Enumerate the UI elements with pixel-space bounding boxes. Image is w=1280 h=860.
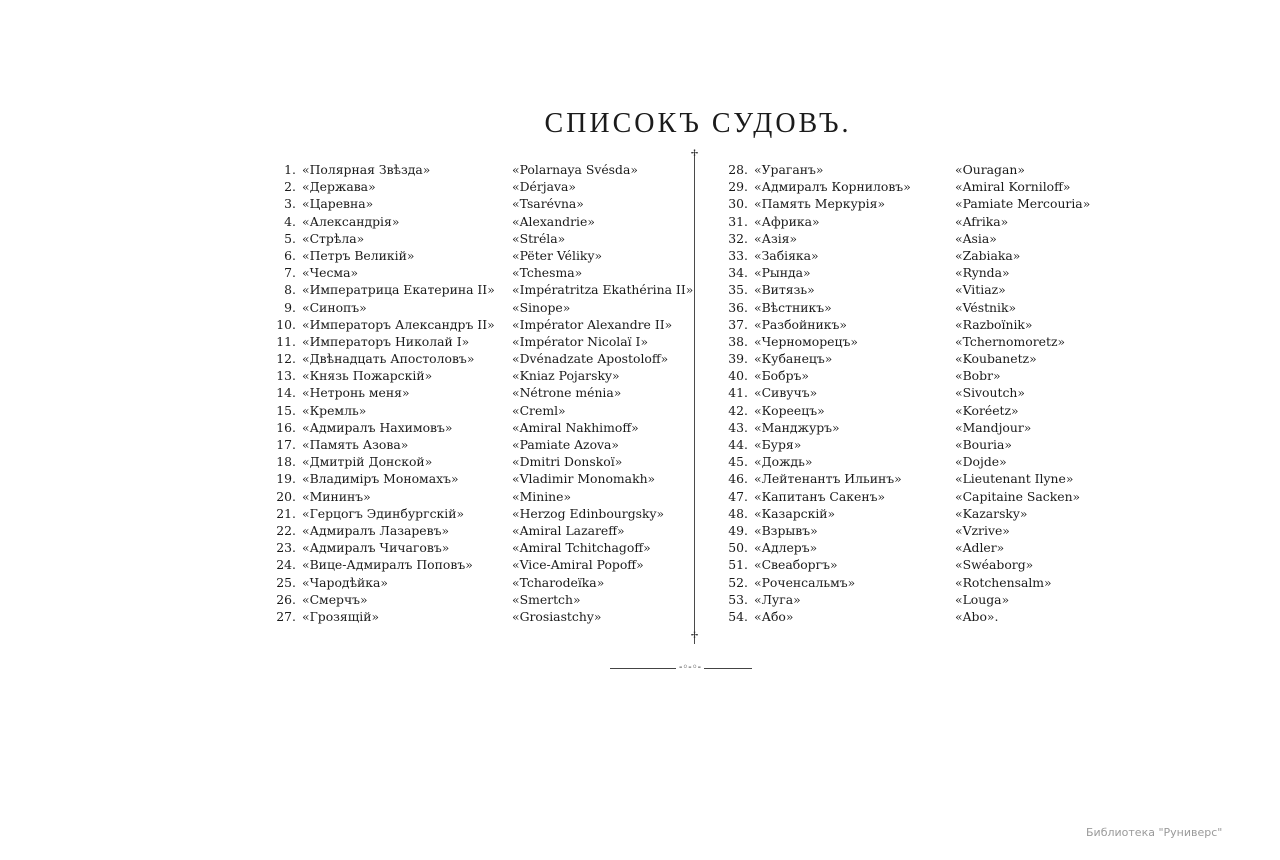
ship-name-russian: «Рында» xyxy=(754,265,811,281)
ship-entry xyxy=(266,281,495,298)
ship-number: 23. xyxy=(276,540,296,556)
ship-entry xyxy=(512,195,693,212)
ship-number: 24. xyxy=(276,557,296,573)
ship-entry xyxy=(955,402,1090,419)
ship-entry xyxy=(955,436,1090,453)
ship-entry xyxy=(955,195,1090,212)
ship-entry xyxy=(512,333,693,350)
ship-entry xyxy=(718,419,911,436)
ship-number: 32. xyxy=(728,230,748,246)
ship-entry xyxy=(266,419,495,436)
ship-name-russian: «Адмиралъ Лазаревъ» xyxy=(302,522,450,538)
ship-entry xyxy=(266,230,495,247)
ship-name-french: «Vladimir Monomakh» xyxy=(512,471,656,487)
ship-entry xyxy=(718,522,911,539)
ship-number: 22. xyxy=(276,522,296,538)
ship-number: 1. xyxy=(284,162,296,177)
ship-name-french: «Lieutenant Ilyne» xyxy=(955,471,1074,487)
ship-name-french: «Impératritza Ekathérina II» xyxy=(512,282,694,298)
ship-entry xyxy=(955,419,1090,436)
ship-entry xyxy=(512,213,693,230)
ship-name-russian: «Лейтенантъ Ильинъ» xyxy=(754,471,902,487)
ship-name-french: «Koubanetz» xyxy=(955,351,1037,367)
ship-entry xyxy=(955,591,1090,608)
ship-number: 30. xyxy=(728,196,748,212)
ship-number: 39. xyxy=(728,351,748,367)
ship-entry xyxy=(955,299,1090,316)
ship-entry xyxy=(718,470,911,487)
ship-list-left-french xyxy=(512,161,693,625)
ship-name-russian: «Кубанецъ» xyxy=(754,351,833,367)
ship-entry xyxy=(955,161,1090,178)
ship-name-french: «Minine» xyxy=(512,488,572,504)
ship-entry xyxy=(955,230,1090,247)
ship-name-russian: «Дмитрій Донской» xyxy=(302,454,433,470)
ship-name-french: «Koréetz» xyxy=(955,402,1019,418)
ornament-center: -◦-◦- xyxy=(679,662,701,673)
ship-entry xyxy=(955,522,1090,539)
ship-list-right-russian xyxy=(718,161,911,625)
ship-name-russian: «Императоръ Александръ II» xyxy=(302,316,495,332)
ship-entry xyxy=(512,436,693,453)
ship-name-french: «Sinope» xyxy=(512,299,571,315)
ship-list-right-french xyxy=(955,161,1090,625)
ornament-line-right xyxy=(704,668,752,669)
ship-entry xyxy=(512,299,693,316)
ship-entry xyxy=(512,539,693,556)
ship-entry xyxy=(718,488,911,505)
ship-number: 47. xyxy=(728,488,748,504)
ship-entry xyxy=(718,247,911,264)
ship-name-russian: «Роченсальмъ» xyxy=(754,574,856,590)
ship-name-russian: «Владиміръ Мономахъ» xyxy=(302,471,459,487)
ship-number: 7. xyxy=(284,265,296,281)
ship-entry xyxy=(955,350,1090,367)
ship-name-french: «Véstnik» xyxy=(955,299,1017,315)
ship-name-russian: «Стрѣла» xyxy=(302,230,365,246)
ship-name-russian: «Буря» xyxy=(754,437,802,452)
ship-number: 41. xyxy=(728,385,748,401)
ship-list-left-russian xyxy=(266,161,495,625)
ship-entry xyxy=(718,453,911,470)
ship-name-russian: «Смерчъ» xyxy=(302,591,368,607)
ship-entry xyxy=(266,488,495,505)
ship-entry xyxy=(512,384,693,401)
ship-number: 43. xyxy=(728,419,748,435)
ship-number: 14. xyxy=(276,385,296,401)
ship-entry xyxy=(955,384,1090,401)
ship-number: 27. xyxy=(276,608,296,624)
ship-entry xyxy=(266,608,495,625)
ship-name-russian: «Луга» xyxy=(754,591,801,607)
ship-name-french: «Kniaz Pojarsky» xyxy=(512,368,620,384)
ship-name-russian: «Ураганъ» xyxy=(754,162,824,177)
ship-entry xyxy=(512,608,693,625)
ship-name-russian: «Чесма» xyxy=(302,265,359,281)
ship-number: 16. xyxy=(276,419,296,435)
ship-name-french: «Tsarévna» xyxy=(512,196,584,212)
ship-number: 51. xyxy=(728,557,748,573)
ship-number: 12. xyxy=(276,351,296,367)
ship-entry xyxy=(266,574,495,591)
ship-name-french: «Amiral Tchitchagoff» xyxy=(512,540,651,556)
ship-number: 9. xyxy=(284,299,296,315)
ship-number: 42. xyxy=(728,402,748,418)
ship-number: 52. xyxy=(728,574,748,590)
ship-name-french: «Alexandrie» xyxy=(512,213,595,229)
ship-entry xyxy=(718,350,911,367)
ship-name-french: «Tchernomoretz» xyxy=(955,333,1066,349)
ship-entry xyxy=(955,505,1090,522)
ship-entry xyxy=(718,316,911,333)
ship-entry xyxy=(512,178,693,195)
ship-number: 44. xyxy=(728,437,748,452)
ship-name-russian: «Дождь» xyxy=(754,454,813,470)
ship-name-french: «Kazarsky» xyxy=(955,505,1028,521)
ship-name-russian: «Взрывъ» xyxy=(754,522,818,538)
ship-name-french: «Impérator Nicolaï I» xyxy=(512,333,649,349)
ship-name-french: «Herzog Edinbourgsky» xyxy=(512,505,665,521)
ship-number: 48. xyxy=(728,505,748,521)
ship-name-russian: «Азія» xyxy=(754,230,798,246)
ship-name-russian: «Царевна» xyxy=(302,196,374,212)
ship-number: 19. xyxy=(276,471,296,487)
ship-number: 31. xyxy=(728,213,748,229)
ship-name-french: «Swéaborg» xyxy=(955,557,1034,573)
ship-name-french: «Adler» xyxy=(955,540,1005,556)
ship-entry xyxy=(955,367,1090,384)
divider-top-ornament: ✢ xyxy=(690,149,699,159)
ship-name-french: «Dérjava» xyxy=(512,179,576,195)
ship-name-french: «Pamiate Azova» xyxy=(512,437,620,452)
ornament-line-left xyxy=(610,668,676,669)
ship-name-russian: «Адлеръ» xyxy=(754,540,818,556)
ship-entry xyxy=(266,316,495,333)
ship-name-french: «Dmitri Donskoï» xyxy=(512,454,623,470)
ship-entry xyxy=(266,299,495,316)
ship-number: 3. xyxy=(284,196,296,212)
ship-entry xyxy=(266,367,495,384)
ship-entry xyxy=(512,367,693,384)
ship-entry xyxy=(512,453,693,470)
ship-name-russian: «Вице-Адмиралъ Поповъ» xyxy=(302,557,473,573)
ship-entry xyxy=(955,333,1090,350)
ship-entry xyxy=(718,384,911,401)
ship-number: 5. xyxy=(284,230,296,246)
ship-name-french: «Pëter Véliky» xyxy=(512,247,603,263)
ship-name-russian: «Свеаборгъ» xyxy=(754,557,838,573)
ship-entry xyxy=(955,213,1090,230)
ship-name-russian: «Адмиралъ Нахимовъ» xyxy=(302,419,453,435)
ship-number: 4. xyxy=(284,213,296,229)
ship-name-russian: «Забіяка» xyxy=(754,247,819,263)
ship-name-french: «Ouragan» xyxy=(955,162,1025,177)
ship-name-russian: «Казарскій» xyxy=(754,505,836,521)
ship-name-russian: «Адмиралъ Чичаговъ» xyxy=(302,540,450,556)
ship-entry xyxy=(512,230,693,247)
ship-name-french: «Tcharodeïka» xyxy=(512,574,605,590)
ship-name-french: «Dvénadzate Apostoloff» xyxy=(512,351,669,367)
ship-entry xyxy=(266,402,495,419)
ship-entry xyxy=(718,608,911,625)
ship-name-french: «Dojde» xyxy=(955,454,1007,470)
ship-entry xyxy=(955,264,1090,281)
ship-name-russian: «Память Меркурія» xyxy=(754,196,886,212)
ship-entry xyxy=(718,178,911,195)
ship-number: 8. xyxy=(284,282,296,298)
ship-name-russian: «Держава» xyxy=(302,179,376,195)
ship-entry xyxy=(512,574,693,591)
ship-entry xyxy=(955,316,1090,333)
ship-name-russian: «Императрица Екатерина II» xyxy=(302,282,495,298)
ship-entry xyxy=(955,247,1090,264)
ship-name-french: «Impérator Alexandre II» xyxy=(512,316,673,332)
ship-entry xyxy=(512,419,693,436)
ship-entry xyxy=(955,281,1090,298)
ship-entry xyxy=(718,230,911,247)
ship-entry xyxy=(512,522,693,539)
ship-entry xyxy=(955,608,1090,625)
ship-entry xyxy=(266,470,495,487)
ship-entry xyxy=(718,574,911,591)
ship-entry xyxy=(718,505,911,522)
ship-name-french: «Vice-Amiral Popoff» xyxy=(512,557,644,573)
ship-entry xyxy=(512,161,693,178)
ship-name-russian: «Александрія» xyxy=(302,213,400,229)
ship-number: 33. xyxy=(728,247,748,263)
ship-entry xyxy=(266,333,495,350)
ship-name-french: «Vzrive» xyxy=(955,522,1010,538)
ship-entry xyxy=(512,350,693,367)
ship-entry xyxy=(955,574,1090,591)
ship-name-french: «Rotchensalm» xyxy=(955,574,1052,590)
ship-entry xyxy=(266,436,495,453)
ship-entry xyxy=(718,299,911,316)
ship-name-french: «Mandjour» xyxy=(955,419,1032,435)
page-title: СПИСОКЪ СУДОВЪ. xyxy=(544,108,852,139)
ship-number: 15. xyxy=(276,402,296,418)
ship-number: 53. xyxy=(728,591,748,607)
ship-number: 49. xyxy=(728,522,748,538)
ship-name-russian: «Память Азова» xyxy=(302,437,409,452)
ship-number: 38. xyxy=(728,333,748,349)
ship-entry xyxy=(718,591,911,608)
ship-name-french: «Pamiate Mercouria» xyxy=(955,196,1091,212)
ship-entry xyxy=(955,539,1090,556)
ship-name-french: «Zabiaka» xyxy=(955,247,1021,263)
ship-name-french: «Asia» xyxy=(955,230,997,246)
ship-entry xyxy=(718,264,911,281)
ship-entry xyxy=(718,161,911,178)
ship-name-french: «Capitaine Sacken» xyxy=(955,488,1081,504)
ship-name-russian: «Полярная Звѣзда» xyxy=(302,162,431,177)
ship-name-russian: «Нетронь меня» xyxy=(302,385,410,401)
ship-entry xyxy=(266,539,495,556)
ship-name-russian: «Синопъ» xyxy=(302,299,367,315)
ship-number: 35. xyxy=(728,282,748,298)
ship-entry xyxy=(266,591,495,608)
ship-name-russian: «Кремль» xyxy=(302,402,367,418)
ship-entry xyxy=(512,591,693,608)
ship-name-french: «Creml» xyxy=(512,402,566,418)
ship-number: 13. xyxy=(276,368,296,384)
ship-number: 18. xyxy=(276,454,296,470)
ship-number: 36. xyxy=(728,299,748,315)
ship-name-russian: «Або» xyxy=(754,608,794,624)
ship-name-russian: «Черноморецъ» xyxy=(754,333,858,349)
ship-number: 40. xyxy=(728,368,748,384)
ship-name-russian: «Мининъ» xyxy=(302,488,371,504)
ship-name-french: «Smertch» xyxy=(512,591,581,607)
ship-entry xyxy=(266,556,495,573)
ship-number: 34. xyxy=(728,265,748,281)
ship-entry xyxy=(512,505,693,522)
ship-number: 54. xyxy=(728,608,748,624)
ship-entry xyxy=(718,367,911,384)
ship-name-french: «Abo». xyxy=(955,608,999,624)
ship-name-russian: «Капитанъ Сакенъ» xyxy=(754,488,886,504)
ship-name-russian: «Петръ Великій» xyxy=(302,247,415,263)
ship-number: 37. xyxy=(728,316,748,332)
ship-entry xyxy=(955,470,1090,487)
ship-entry xyxy=(266,522,495,539)
ship-name-french: «Razboïnik» xyxy=(955,316,1033,332)
ship-name-french: «Grosiastchy» xyxy=(512,608,602,624)
ship-name-french: «Vitiaz» xyxy=(955,282,1006,298)
ship-entry xyxy=(512,556,693,573)
ship-number: 11. xyxy=(276,333,296,349)
ship-name-french: «Polarnaya Svésda» xyxy=(512,162,638,177)
ship-entry xyxy=(266,264,495,281)
ship-entry xyxy=(266,453,495,470)
ship-entry xyxy=(955,178,1090,195)
ship-name-french: «Amiral Lazareff» xyxy=(512,522,625,538)
ship-entry xyxy=(512,281,693,298)
ship-name-russian: «Бобръ» xyxy=(754,368,810,384)
ship-name-russian: «Чародѣйка» xyxy=(302,574,389,590)
ship-entry xyxy=(718,402,911,419)
ship-name-french: «Bouria» xyxy=(955,437,1012,452)
ship-number: 29. xyxy=(728,179,748,195)
ship-name-french: «Louga» xyxy=(955,591,1010,607)
ship-entry xyxy=(266,178,495,195)
ship-name-russian: «Сивучъ» xyxy=(754,385,818,401)
column-divider xyxy=(694,152,695,644)
ship-entry xyxy=(266,161,495,178)
ship-name-french: «Rynda» xyxy=(955,265,1010,281)
ship-entry xyxy=(955,488,1090,505)
ship-entry xyxy=(718,195,911,212)
ship-name-russian: «Африка» xyxy=(754,213,820,229)
ship-name-russian: «Манджуръ» xyxy=(754,419,840,435)
ship-name-russian: «Кореецъ» xyxy=(754,402,825,418)
ship-number: 20. xyxy=(276,488,296,504)
ship-number: 50. xyxy=(728,540,748,556)
ship-name-french: «Sivoutch» xyxy=(955,385,1025,401)
ship-entry xyxy=(718,539,911,556)
ship-number: 28. xyxy=(728,162,748,177)
ship-number: 2. xyxy=(284,179,296,195)
ship-entry xyxy=(266,350,495,367)
ship-name-russian: «Витязь» xyxy=(754,282,815,298)
ship-entry xyxy=(955,453,1090,470)
ship-name-russian: «Двѣнадцать Апостоловъ» xyxy=(302,351,475,367)
ship-number: 10. xyxy=(276,316,296,332)
ship-name-russian: «Адмиралъ Корниловъ» xyxy=(754,179,911,195)
ship-name-russian: «Вѣстникъ» xyxy=(754,299,832,315)
ship-name-french: «Bobr» xyxy=(955,368,1001,384)
ship-name-russian: «Императоръ Николай I» xyxy=(302,333,470,349)
ship-entry xyxy=(266,247,495,264)
ship-number: 21. xyxy=(276,505,296,521)
ship-entry xyxy=(266,505,495,522)
ship-entry xyxy=(718,281,911,298)
ship-name-french: «Amiral Korniloff» xyxy=(955,179,1071,195)
ship-number: 45. xyxy=(728,454,748,470)
ship-name-french: «Nétrone ménia» xyxy=(512,385,622,401)
ship-name-french: «Afrika» xyxy=(955,213,1009,229)
ship-number: 26. xyxy=(276,591,296,607)
ship-name-russian: «Герцогъ Эдинбургскій» xyxy=(302,505,465,521)
ship-number: 46. xyxy=(728,471,748,487)
ship-entry xyxy=(512,488,693,505)
ship-entry xyxy=(266,213,495,230)
ship-entry xyxy=(718,213,911,230)
ship-entry xyxy=(718,556,911,573)
ship-number: 17. xyxy=(276,437,296,452)
ship-entry xyxy=(512,247,693,264)
ship-name-french: «Amiral Nakhimoff» xyxy=(512,419,639,435)
ship-entry xyxy=(718,436,911,453)
ship-entry xyxy=(955,556,1090,573)
ship-entry xyxy=(512,402,693,419)
ship-entry xyxy=(266,195,495,212)
ship-name-french: «Stréla» xyxy=(512,230,566,246)
ship-entry xyxy=(266,384,495,401)
ship-number: 6. xyxy=(284,247,296,263)
ship-name-russian: «Разбойникъ» xyxy=(754,316,847,332)
divider-bottom-ornament: ✢ xyxy=(690,631,699,641)
ship-entry xyxy=(512,470,693,487)
library-watermark: Библиотека "Руниверс" xyxy=(1086,826,1223,839)
ship-entry xyxy=(718,333,911,350)
ship-entry xyxy=(512,264,693,281)
ship-number: 25. xyxy=(276,574,296,590)
ship-entry xyxy=(512,316,693,333)
ship-name-russian: «Князь Пожарскій» xyxy=(302,368,433,384)
ship-name-french: «Tchesma» xyxy=(512,265,583,281)
ship-name-russian: «Грозящій» xyxy=(302,608,380,624)
